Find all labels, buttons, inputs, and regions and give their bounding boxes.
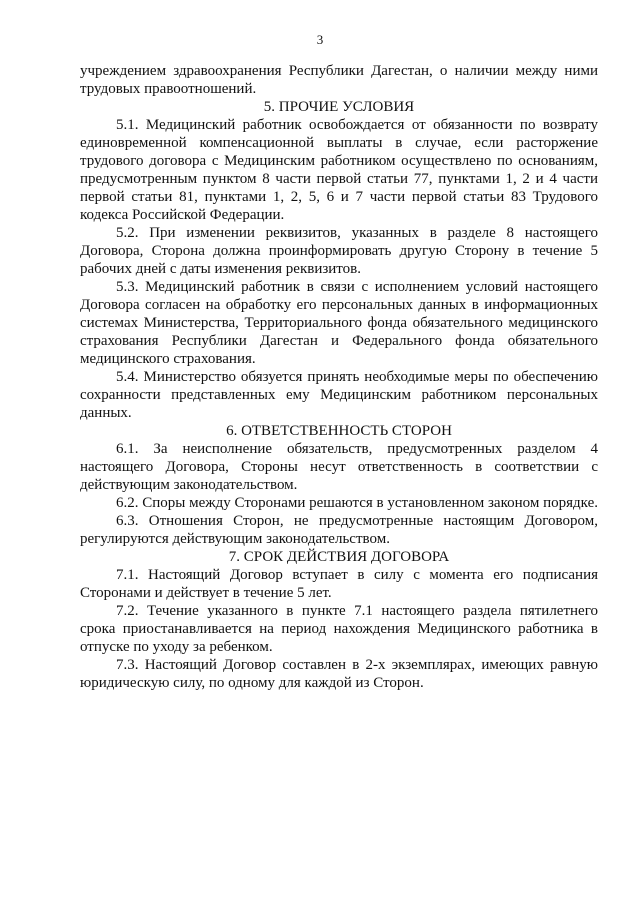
intro-paragraph: учреждением здравоохранения Республики Дагестан, о наличии между ними трудовых правоотношений.: [80, 63, 598, 97]
paragraph-5-3: 5.3. Медицинский работник в связи с исполнением условий настоящего Договора согласен на обработку его персональных данных в информационных системах Министерства, Территориального фонда обязательного медицинского страхования Республики Дагестан и Федерального фонда обязательного медицинского страхования.: [80, 279, 598, 367]
paragraph-7-1: 7.1. Настоящий Договор вступает в силу с момента его подписания Сторонами и действует в течение 5 лет.: [80, 567, 598, 601]
document-body: [80, 62, 598, 692]
paragraph-7-3: 7.3. Настоящий Договор составлен в 2-х экземплярах, имеющих равную юридическую силу, по одному для каждой из Сторон.: [80, 657, 598, 691]
paragraph-6-2: 6.2. Споры между Сторонами решаются в установленном законом порядке.: [116, 495, 598, 511]
paragraph-5-1: 5.1. Медицинский работник освобождается от обязанности по возврату единовременной компенсационной выплаты в случае, если расторжение трудового договора с Медицинским работником осуществлено по основаниям, предусмотренным пунктом 8 части первой статьи 77, пунктами 1, 2 и 4 части первой статьи 81, пунктами 1, 2, 5, 6 и 7 части первой статьи 83 Трудового кодекса Российской Федерации.: [80, 117, 598, 223]
page-number: 3: [316, 32, 324, 47]
section-title-responsibility: 6. ОТВЕТСТВЕННОСТЬ СТОРОН: [226, 423, 452, 439]
paragraph-5-4: 5.4. Министерство обязуется принять необходимые меры по обеспечению сохранности представленных ему Медицинским работником персональных данных.: [80, 369, 598, 421]
section-title-other-conditions: 5. ПРОЧИЕ УСЛОВИЯ: [263, 99, 415, 115]
paragraph-6-1: 6.1. За неисполнение обязательств, предусмотренных разделом 4 настоящего Договора, Стороны несут ответственность в соответствии с действующим законодательством.: [80, 441, 598, 493]
paragraph-7-2: 7.2. Течение указанного в пункте 7.1 настоящего раздела пятилетнего срока приостанавливается на период нахождения Медицинского работника в отпуске по уходу за ребенком.: [80, 603, 598, 655]
paragraph-6-3: 6.3. Отношения Сторон, не предусмотренные настоящим Договором, регулируются действующим законодательством.: [80, 513, 598, 547]
section-title-term: 7. СРОК ДЕЙСТВИЯ ДОГОВОРА: [228, 549, 450, 565]
paragraph-5-2: 5.2. При изменении реквизитов, указанных в разделе 8 настоящего Договора, Сторона должна проинформировать другую Сторону в течение 5 рабочих дней с даты изменения реквизитов.: [80, 225, 598, 277]
